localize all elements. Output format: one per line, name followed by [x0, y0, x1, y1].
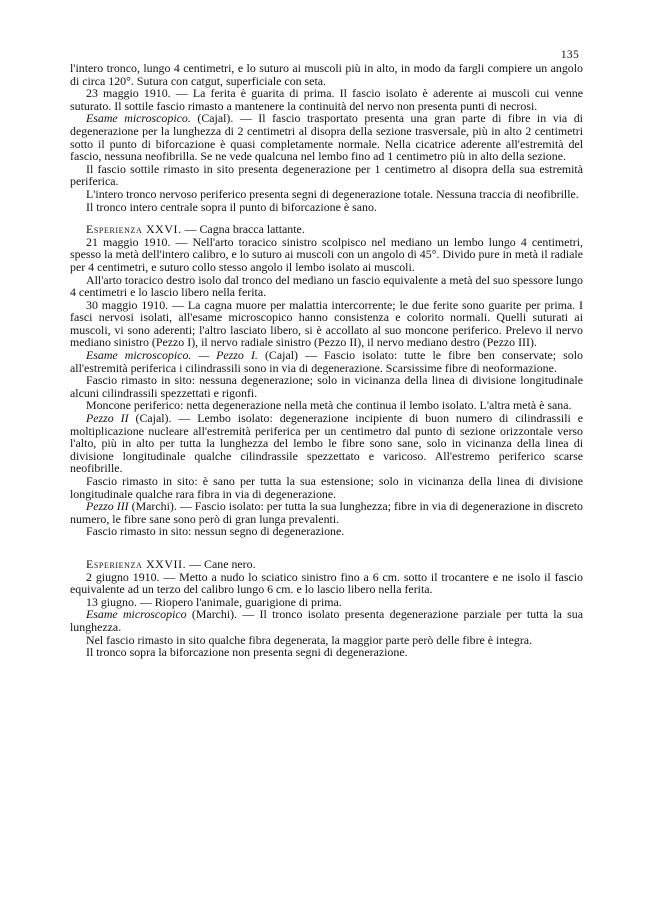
italic-lead: Esame microscopico	[86, 607, 187, 622]
paragraph	[70, 349, 583, 374]
paragraph	[70, 608, 583, 633]
paragraph-text: (Marchi). — Il tronco isolato presenta degenerazione parziale per tutta la sua lunghezza.	[70, 607, 584, 634]
paragraph-text: 30 maggio 1910. — La cagna muore per malattia intercorrente; le due ferite sono guarite per prima. I fasci nervosi isolati, all'esame microscopico hanno consistenza e colorito normali. Quelli suturati ai muscoli, vi sono aderenti; l'altro lasciato libero, si è accollato al suo moncone periferico. Prelevo il nervo mediano sinistro (Pezzo I), il nervo radiale sinistro (Pezzo II), il nervo mediano destro (Pezzo III).	[70, 297, 583, 350]
paragraph-text: Nel fascio rimasto in sito qualche fibra degenerata, la maggior parte però delle fibre è integra.	[86, 632, 533, 647]
experiment-label: Esperienza XXVI.	[86, 222, 182, 237]
paragraph	[70, 112, 583, 162]
italic-lead: Pezzo III	[86, 499, 129, 514]
paragraph	[70, 236, 583, 274]
paragraph-text: — Cane nero.	[186, 556, 256, 571]
paragraph	[70, 201, 583, 214]
paragraph	[70, 299, 583, 349]
paragraph-text: 2 giugno 1910. — Metto a nudo lo sciatico sinistro fino a 6 cm. sotto il trocantere e ne isolo il fascio equivalente ad un terzo del calibro lungo 6 cm. e lo lascio libero nella ferita.	[70, 569, 583, 597]
paragraph-text: l'intero tronco, lungo 4 centimetri, e lo suturo ai muscoli più in alto, in modo da fargli compiere un angolo di circa 120°. Sutura con catgut, superficiale con seta.	[70, 61, 583, 88]
paragraph-text: — Cagna bracca lattante.	[181, 222, 305, 237]
paragraph	[70, 163, 583, 188]
page-number: 135	[560, 49, 579, 61]
paragraph	[70, 571, 583, 596]
paragraph-text: (Cajal). — Il fascio trasportato presenta una gran parte di fibre in via di degenerazione per la lunghezza di 2 centimetri al disopra della sezione trasversale, più in alto 2 centimetri sotto il punto di biforcazione è quasi completamente normale. Nella cicatrice aderente all'estremità del fascio, nessuna neofibrilla. Se ne vede qualcuna nel lembo fino ad 1 centimetro più in alto della sezione.	[70, 111, 583, 164]
paragraph-text: 21 maggio 1910. — Nell'arto toracico sinistro scolpisco nel mediano un lembo lungo 4 centimetri, spesso la metà dell'intero calibro, e lo suturo ai muscoli con un angolo di 45°. Divido pure in metà il radiale per 4 centimetri, e suturo collo stesso angolo il lembo isolato ai muscoli.	[70, 234, 583, 274]
paragraph-text: Fascio rimasto in sito: è sano per tutta la sua estensione; solo in vicinanza della linea di divisione longitudinale qualche rara fibra in via di degenerazione.	[70, 474, 583, 501]
paragraph-text: Fascio rimasto in sito: nessuna degenerazione; solo in vicinanza della linea di divisione longitudinale alcuni cilindrassili spezzettati e rigonfi.	[70, 373, 583, 400]
paragraph-text: (Cajal). — Lembo isolato: degenerazione incipiente di buon numero di cilindrassili e moltiplicazione nucleare all'estremità periferica per un centimetro dal punto di sezione orizzontale verso l'alto, più in alto per tutta la lunghezza del lembo le fibre sono sane, solo in vicinanza della linea di divisione longitudinale qualche cilindrassile spezzettato e varicoso. All'estremo periferico scarse neofibrille.	[70, 411, 583, 476]
paragraph	[70, 87, 583, 112]
paragraph	[70, 412, 583, 475]
paragraph	[70, 274, 583, 299]
paragraph	[70, 62, 583, 87]
paragraph-text: Il tronco intero centrale sopra il punto di biforcazione è sano.	[86, 199, 377, 214]
paragraph-text: L'intero tronco nervoso periferico presenta segni di degenerazione totale. Nessuna traccia di neofibrille.	[86, 186, 579, 201]
paragraph	[70, 475, 583, 500]
paragraph	[70, 646, 583, 659]
paragraph-text: 13 giugno. — Riopero l'animale, guarigione di prima.	[86, 594, 342, 609]
experiment-label: Esperienza XXVII.	[86, 556, 187, 571]
italic-lead: Esame microscopico. — Pezzo I.	[86, 348, 258, 363]
paragraph-text: (Cajal) — Fascio isolato: tutte le fibre ben conservate; solo all'estremità periferica i cilindrassili sono in via di degenerazione. Scarsissime fibre di neoformazione.	[70, 348, 583, 375]
paragraph-text: All'arto toracico destro isolo dal tronco del mediano un fascio equivalente a metà del suo spessore lungo 4 centimetri e lo lascio libero nella ferita.	[70, 272, 583, 300]
paragraph	[70, 525, 583, 538]
paragraph-text: Il fascio sottile rimasto in sito presenta degenerazione per 1 centimetro al disopra della sua estremità periferica.	[70, 161, 583, 189]
paragraph-text: Moncone periferico: netta degenerazione nella metà che continua il lembo isolato. L'altra metà è sana.	[86, 398, 572, 413]
text-body	[70, 62, 583, 659]
italic-lead: Esame microscopico.	[86, 111, 191, 126]
paragraph-text: (Marchi). — Fascio isolato: per tutta la sua lunghezza; fibre in via di degenerazione in discreto numero, le fibre sane sono però di gran lunga prevalenti.	[70, 499, 584, 526]
paragraph	[70, 500, 583, 525]
italic-lead: Pezzo II	[86, 411, 129, 426]
paragraph	[70, 374, 583, 399]
paragraph-text: Fascio rimasto in sito: nessun segno di degenerazione.	[86, 524, 345, 539]
paragraph-text: Il tronco sopra la biforcazione non presenta segni di degenerazione.	[86, 645, 408, 660]
paragraph-text: 23 maggio 1910. — La ferita è guarita di prima. Il fascio isolato è aderente ai muscoli cui venne suturato. Il sottile fascio rimasto a mantenere la continuità del nervo non presenta punti di necrosi.	[70, 86, 583, 113]
